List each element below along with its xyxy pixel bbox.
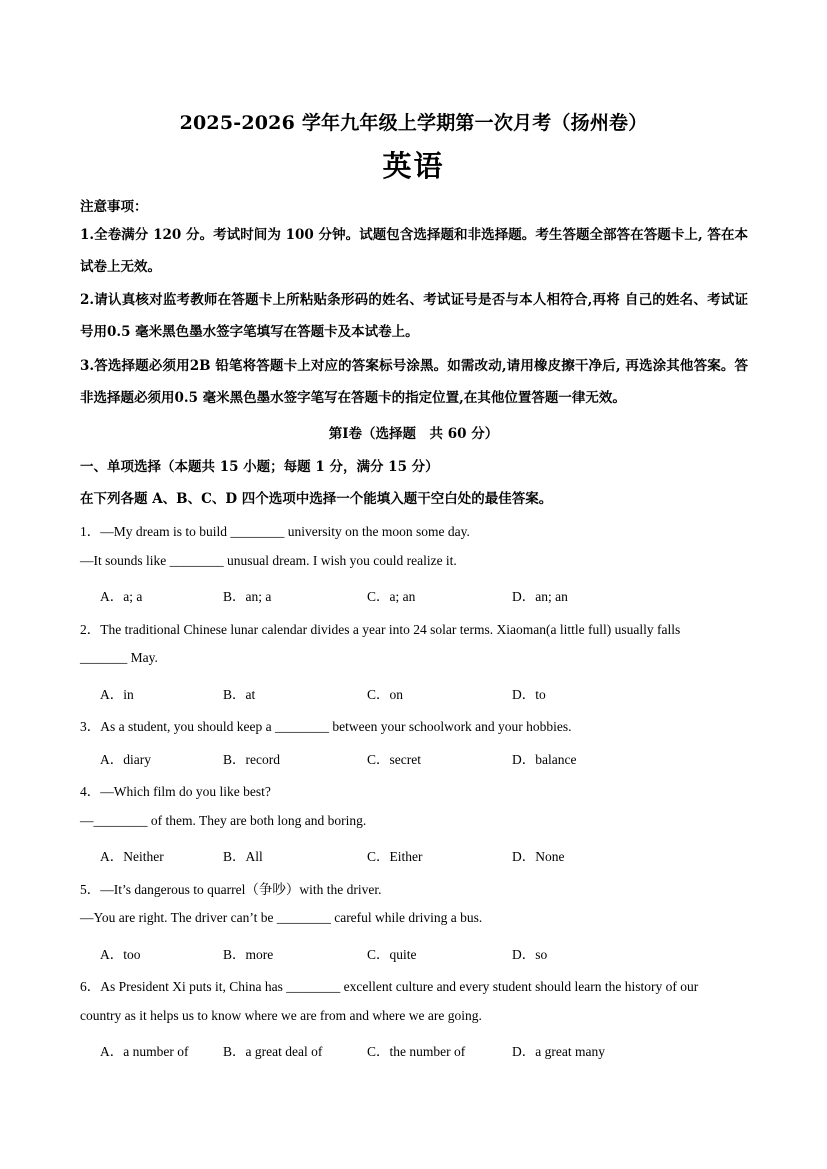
question-4-reply: —________ of them. They are both long and boring. bbox=[80, 813, 367, 828]
question-1-option-b: B．an; a bbox=[223, 589, 272, 604]
part-heading: 一、单项选择（本题共 15 小题；每题 1 分，满分 15 分） bbox=[80, 459, 439, 475]
question-2-option-b: B．at bbox=[223, 687, 256, 702]
subject-title: 英语 bbox=[382, 149, 445, 183]
question-1-option-a: A．a; a bbox=[100, 589, 143, 604]
question-6-option-b: B．a great deal of bbox=[223, 1044, 323, 1059]
question-3-option-a: A．diary bbox=[100, 752, 151, 767]
question-2-option-c: C．on bbox=[367, 687, 404, 702]
question-6-option-a: A．a number of bbox=[100, 1044, 189, 1059]
volume-heading: 第Ⅰ卷（选择题 共 60 分） bbox=[328, 426, 499, 442]
question-4-option-b: B．All bbox=[223, 849, 263, 864]
question-2-option-d: D．to bbox=[512, 687, 546, 702]
question-6-stem-cont: country as it helps us to know where we are from and where we are going. bbox=[80, 1008, 482, 1023]
question-6-option-d: D．a great many bbox=[512, 1044, 605, 1059]
question-5-option-d: D．so bbox=[512, 947, 548, 962]
question-5-stem: 5．—It’s dangerous to quarrel（争吵）with the driver. bbox=[80, 882, 382, 897]
question-2-option-a: A．in bbox=[100, 687, 134, 702]
question-4-option-c: C．Either bbox=[367, 849, 423, 864]
question-5-option-b: B．more bbox=[223, 947, 274, 962]
question-6-stem: 6．As President Xi puts it, China has ________ excellent culture and every student should learn the history of our bbox=[80, 979, 699, 994]
question-4-option-d: D．None bbox=[512, 849, 565, 864]
question-5-option-a: A．too bbox=[100, 947, 141, 962]
question-1-reply: —It sounds like ________ unusual dream. I wish you could realize it. bbox=[80, 553, 457, 568]
question-4-stem: 4．—Which film do you like best? bbox=[80, 784, 271, 799]
question-4-option-a: A．Neither bbox=[100, 849, 164, 864]
notice-heading: 注意事项： bbox=[80, 199, 148, 215]
question-3-option-d: D．balance bbox=[512, 752, 577, 767]
exam-title: 2025-2026 学年九年级上学期第一次月考（扬州卷） bbox=[179, 112, 648, 134]
notice-item: 1.全卷满分 120 分。考试时间为 100 分钟。试题包含选择题和非选择题。考生答题全部答在答题卡上, 答在本试卷上无效。 bbox=[80, 227, 748, 275]
question-3-stem: 3．As a student, you should keep a ________ between your schoolwork and your hobbies. bbox=[80, 719, 572, 734]
question-3-option-c: C．secret bbox=[367, 752, 421, 767]
question-3-option-b: B．record bbox=[223, 752, 280, 767]
notice-item: 2.请认真核对监考教师在答题卡上所粘贴条形码的姓名、考试证号是否与本人相符合,再将 自己的姓名、考试证号用0.5 毫米黑色墨水签字笔填写在答题卡及本试卷上。 bbox=[80, 292, 748, 340]
question-6-option-c: C．the number of bbox=[367, 1044, 466, 1059]
question-2-stem-cont: _______ May. bbox=[80, 650, 158, 665]
question-5-option-c: C．quite bbox=[367, 947, 417, 962]
question-2-stem: 2．The traditional Chinese lunar calendar divides a year into 24 solar terms. Xiaoman(a little full) usually falls bbox=[80, 622, 681, 637]
part-instruction: 在下列各题 A、B、C、D 四个选项中选择一个能填入题干空白处的最佳答案。 bbox=[80, 491, 553, 507]
question-1-stem: 1．—My dream is to build ________ university on the moon some day. bbox=[80, 524, 470, 539]
question-1-option-c: C．a; an bbox=[367, 589, 416, 604]
question-5-reply: —You are right. The driver can’t be ________ careful while driving a bus. bbox=[80, 910, 483, 925]
notice-item: 3.答选择题必须用2B 铅笔将答题卡上对应的答案标号涂黑。如需改动,请用橡皮擦干净后, 再选涂其他答案。答非选择题必须用0.5 毫米黑色墨水签字笔写在答题卡的指定位置,在其他位置答题一律无效。 bbox=[80, 358, 748, 406]
question-1-option-d: D．an; an bbox=[512, 589, 568, 604]
